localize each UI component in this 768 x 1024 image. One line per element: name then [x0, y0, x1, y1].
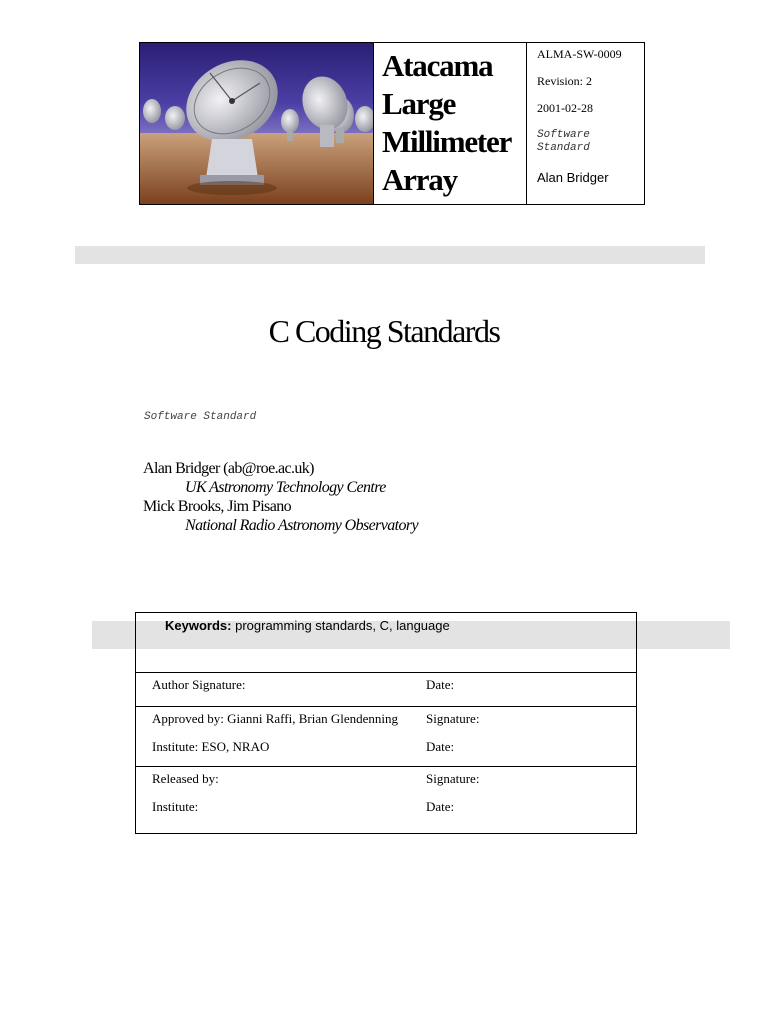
document-meta: [527, 43, 644, 204]
author-date-label: Date:: [426, 677, 455, 692]
released-signature-label: Signature:: [426, 771, 480, 786]
telescope-array-image: [140, 43, 374, 204]
author-name: Mick Brooks, Jim Pisano: [143, 498, 291, 515]
signoff-table: [135, 612, 637, 834]
document-type: Software Standard: [144, 411, 257, 423]
released-date-label: Date:: [426, 799, 455, 814]
header-author: Alan Bridger: [537, 170, 609, 185]
row-divider: [136, 672, 636, 673]
title-line: Large: [382, 86, 456, 121]
approved-date-label: Date:: [426, 739, 455, 754]
row-divider: [136, 706, 636, 707]
approved-by: Approved by: Gianni Raffi, Brian Glendenning: [152, 711, 398, 726]
doc-date: 2001-02-28: [537, 101, 593, 115]
keywords-row: [165, 618, 450, 633]
author-institute: UK Astronomy Technology Centre: [185, 479, 386, 496]
document-header: [139, 42, 645, 205]
row-divider: [136, 766, 636, 767]
keywords-value: programming standards, C, language: [235, 618, 450, 633]
category-line: Software: [537, 129, 590, 141]
released-by: Released by:: [152, 771, 219, 786]
author-list: [143, 459, 418, 535]
approved-institute: Institute: ESO, NRAO: [152, 739, 270, 754]
released-institute: Institute:: [152, 799, 199, 814]
keywords-label: Keywords:: [165, 618, 232, 633]
project-title: [374, 43, 527, 204]
approved-signature-label: Signature:: [426, 711, 480, 726]
author-name: Alan Bridger (ab@roe.ac.uk): [143, 460, 314, 477]
document-title: C Coding Standards: [268, 313, 500, 349]
author-institute: National Radio Astronomy Observatory: [185, 517, 419, 534]
doc-id: ALMA-SW-0009: [537, 47, 622, 61]
revision: Revision: 2: [537, 74, 593, 88]
divider-bar: [75, 246, 705, 264]
category-line: Standard: [537, 142, 590, 154]
title-line: Atacama: [382, 48, 493, 83]
telescope-illustration: [140, 43, 374, 204]
title-line: Millimeter: [382, 124, 512, 159]
author-signature-label: Author Signature:: [152, 677, 246, 692]
title-line: Array: [382, 162, 457, 197]
